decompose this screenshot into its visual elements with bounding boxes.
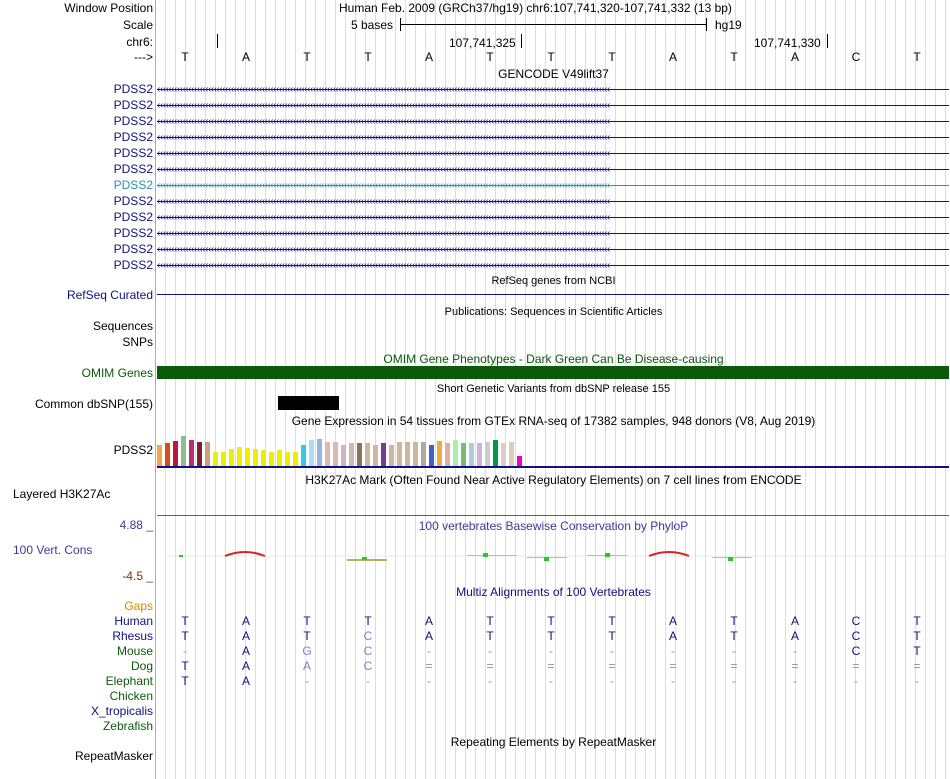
gencode-transcript-label[interactable]: PDSS2 [113, 226, 153, 240]
sequence-base: T [364, 50, 372, 64]
multiz-alignment-base: - [549, 644, 553, 658]
multiz-alignment-base: = [547, 659, 555, 673]
gtex-tissue-bar[interactable] [317, 439, 322, 466]
gencode-transcript-label[interactable]: PDSS2 [113, 114, 153, 128]
window-position-label: Window Position [64, 1, 153, 15]
gencode-transcript-line[interactable]: ‹‹‹‹‹‹‹‹‹‹‹‹‹‹‹‹‹‹‹‹‹‹‹‹‹‹‹‹‹‹‹‹‹‹‹‹‹‹‹‹‹‹‹‹‹‹‹‹‹‹‹‹‹‹‹‹‹‹‹‹‹‹‹‹‹‹‹‹‹‹‹‹‹‹‹‹‹‹‹‹‹‹‹‹‹‹‹‹‹‹‹‹‹‹‹‹‹‹‹‹‹‹‹‹‹‹‹‹‹‹‹‹‹‹‹‹‹‹‹‹‹‹‹‹‹‹‹‹‹‹‹‹‹‹‹‹‹‹‹‹‹‹‹‹‹‹‹‹‹‹‹‹‹‹‹‹‹‹‹‹ [157, 244, 949, 255]
gtex-tissue-bar[interactable] [333, 442, 338, 466]
multiz-alignment-base: - [671, 674, 675, 688]
chrom-label: chr6: [126, 35, 153, 49]
multiz-alignment-base: A [241, 659, 250, 673]
gencode-transcript-line[interactable]: ‹‹‹‹‹‹‹‹‹‹‹‹‹‹‹‹‹‹‹‹‹‹‹‹‹‹‹‹‹‹‹‹‹‹‹‹‹‹‹‹‹‹‹‹‹‹‹‹‹‹‹‹‹‹‹‹‹‹‹‹‹‹‹‹‹‹‹‹‹‹‹‹‹‹‹‹‹‹‹‹‹‹‹‹‹‹‹‹‹‹‹‹‹‹‹‹‹‹‹‹‹‹‹‹‹‹‹‹‹‹‹‹‹‹‹‹‹‹‹‹‹‹‹‹‹‹‹‹‹‹‹‹‹‹‹‹‹‹‹‹‹‹‹‹‹‹‹‹‹‹‹‹‹‹‹‹‹‹‹‹ [157, 180, 949, 191]
gencode-transcript-label[interactable]: PDSS2 [113, 162, 153, 176]
multiz-alignment-base: T [913, 644, 921, 658]
multiz-alignment-base: - [366, 674, 370, 688]
multiz-species-label[interactable]: Dog [130, 659, 153, 673]
multiz-alignment-base: - [183, 644, 187, 658]
multiz-alignment-base: T [181, 659, 189, 673]
multiz-alignment-base: T [181, 674, 189, 688]
multiz-alignment-base: T [303, 629, 311, 643]
gtex-tissue-bar[interactable] [325, 442, 330, 466]
multiz-species-label[interactable]: Human [114, 614, 153, 628]
refseq-track-title: RefSeq genes from NCBI [491, 275, 616, 287]
gtex-tissue-bar[interactable] [493, 440, 498, 466]
multiz-alignment-base: T [913, 614, 921, 628]
gencode-transcript-line[interactable]: ‹‹‹‹‹‹‹‹‹‹‹‹‹‹‹‹‹‹‹‹‹‹‹‹‹‹‹‹‹‹‹‹‹‹‹‹‹‹‹‹‹‹‹‹‹‹‹‹‹‹‹‹‹‹‹‹‹‹‹‹‹‹‹‹‹‹‹‹‹‹‹‹‹‹‹‹‹‹‹‹‹‹‹‹‹‹‹‹‹‹‹‹‹‹‹‹‹‹‹‹‹‹‹‹‹‹‹‹‹‹‹‹‹‹‹‹‹‹‹‹‹‹‹‹‹‹‹‹‹‹‹‹‹‹‹‹‹‹‹‹‹‹‹‹‹‹‹‹‹‹‹‹‹‹‹‹‹‹‹‹ [157, 132, 949, 143]
sequence-base: T [913, 50, 921, 64]
multiz-alignment-base: A [790, 629, 799, 643]
multiz-alignment-base: T [547, 629, 555, 643]
gencode-transcript-label[interactable]: PDSS2 [113, 146, 153, 160]
gencode-transcript-label[interactable]: PDSS2 [113, 194, 153, 208]
sequence-base: T [547, 50, 555, 64]
gtex-track-label[interactable]: PDSS2 [113, 443, 153, 457]
multiz-alignment-base: A [241, 674, 250, 688]
publications-snps-label[interactable]: SNPs [122, 335, 153, 349]
multiz-species-label[interactable]: Chicken [109, 689, 153, 703]
gtex-tissue-bar[interactable] [213, 452, 218, 466]
scale-bar [400, 24, 706, 25]
multiz-alignment-base: C [851, 614, 861, 628]
multiz-alignment-base: - [610, 674, 614, 688]
gtex-tissue-bar[interactable] [309, 440, 314, 466]
phylop-score-4 [362, 557, 367, 560]
omim-gene-bar[interactable] [157, 366, 949, 379]
multiz-species-label[interactable]: Mouse [116, 644, 153, 658]
multiz-alignment-base: A [241, 614, 250, 628]
multiz-alignment-base: T [730, 629, 738, 643]
gtex-tissue-bar[interactable] [509, 442, 514, 466]
gtex-tissue-bar[interactable] [365, 443, 370, 466]
phylop-score-2 [225, 552, 265, 556]
dbsnp-track-title: Short Genetic Variants from dbSNP release 155 [436, 383, 671, 395]
multiz-alignment-base: T [181, 629, 189, 643]
gtex-tissue-bar[interactable] [501, 443, 506, 466]
repeatmasker-track-title: Repeating Elements by RepeatMasker [450, 735, 657, 749]
strand-label: ---> [134, 50, 153, 64]
sequence-base: T [181, 50, 189, 64]
gencode-transcript-label[interactable]: PDSS2 [113, 178, 153, 192]
phylop-score-1 [179, 555, 183, 557]
multiz-alignment-base: - [732, 644, 736, 658]
gtex-tissue-bar[interactable] [437, 441, 442, 466]
gencode-transcript-line[interactable]: ‹‹‹‹‹‹‹‹‹‹‹‹‹‹‹‹‹‹‹‹‹‹‹‹‹‹‹‹‹‹‹‹‹‹‹‹‹‹‹‹‹‹‹‹‹‹‹‹‹‹‹‹‹‹‹‹‹‹‹‹‹‹‹‹‹‹‹‹‹‹‹‹‹‹‹‹‹‹‹‹‹‹‹‹‹‹‹‹‹‹‹‹‹‹‹‹‹‹‹‹‹‹‹‹‹‹‹‹‹‹‹‹‹‹‹‹‹‹‹‹‹‹‹‹‹‹‹‹‹‹‹‹‹‹‹‹‹‹‹‹‹‹‹‹‹‹‹‹‹‹‹‹‹‹‹‹‹‹‹‹ [157, 164, 949, 175]
multiz-alignment-base: T [486, 614, 494, 628]
multiz-species-label[interactable]: Elephant [105, 674, 153, 688]
gtex-track-title: Gene Expression in 54 tissues from GTEx RNA-seq of 17382 samples, 948 donors (V8, Aug 2019) [291, 414, 816, 428]
gtex-tissue-bar[interactable] [189, 440, 194, 466]
gencode-transcript-line[interactable]: ‹‹‹‹‹‹‹‹‹‹‹‹‹‹‹‹‹‹‹‹‹‹‹‹‹‹‹‹‹‹‹‹‹‹‹‹‹‹‹‹‹‹‹‹‹‹‹‹‹‹‹‹‹‹‹‹‹‹‹‹‹‹‹‹‹‹‹‹‹‹‹‹‹‹‹‹‹‹‹‹‹‹‹‹‹‹‹‹‹‹‹‹‹‹‹‹‹‹‹‹‹‹‹‹‹‹‹‹‹‹‹‹‹‹‹‹‹‹‹‹‹‹‹‹‹‹‹‹‹‹‹‹‹‹‹‹‹‹‹‹‹‹‹‹‹‹‹‹‹‹‹‹‹‹‹‹‹‹‹‹ [157, 84, 949, 95]
gtex-tissue-bar[interactable] [229, 449, 234, 466]
multiz-alignment-base: A [302, 659, 311, 673]
gtex-tissue-bar[interactable] [301, 445, 306, 466]
multiz-alignment-base: A [668, 614, 677, 628]
omim-track-title: OMIM Gene Phenotypes - Dark Green Can Be Disease-causing [383, 352, 724, 366]
gtex-tissue-bar[interactable] [381, 443, 386, 466]
multiz-alignment-base: A [668, 629, 677, 643]
repeatmasker-track-label[interactable]: RepeatMasker [74, 749, 153, 763]
label-divider [155, 0, 156, 779]
gencode-transcript-label[interactable]: PDSS2 [113, 242, 153, 256]
gencode-transcript-label[interactable]: PDSS2 [113, 82, 153, 96]
multiz-alignment-base: C [851, 644, 861, 658]
multiz-alignment-base: = [608, 659, 616, 673]
sequence-base: T [486, 50, 494, 64]
gencode-transcript-line[interactable]: ‹‹‹‹‹‹‹‹‹‹‹‹‹‹‹‹‹‹‹‹‹‹‹‹‹‹‹‹‹‹‹‹‹‹‹‹‹‹‹‹‹‹‹‹‹‹‹‹‹‹‹‹‹‹‹‹‹‹‹‹‹‹‹‹‹‹‹‹‹‹‹‹‹‹‹‹‹‹‹‹‹‹‹‹‹‹‹‹‹‹‹‹‹‹‹‹‹‹‹‹‹‹‹‹‹‹‹‹‹‹‹‹‹‹‹‹‹‹‹‹‹‹‹‹‹‹‹‹‹‹‹‹‹‹‹‹‹‹‹‹‹‹‹‹‹‹‹‹‹‹‹‹‹‹‹‹‹‹‹‹ [157, 228, 949, 239]
multiz-species-label[interactable]: Zebrafish [102, 719, 153, 733]
multiz-alignment-base: - [488, 644, 492, 658]
gencode-transcript-label[interactable]: PDSS2 [113, 98, 153, 112]
refseq-gene-line[interactable] [157, 294, 949, 295]
sequence-base: A [668, 50, 677, 64]
gencode-transcript-label[interactable]: PDSS2 [113, 130, 153, 144]
multiz-alignment-base: = [852, 659, 860, 673]
h3k27ac-track-title: H3K27Ac Mark (Often Found Near Active Regulatory Elements) on 7 cell lines from ENCODE [305, 473, 802, 487]
multiz-alignment-base: C [363, 629, 373, 643]
sequence-base: T [303, 50, 311, 64]
multiz-alignment-base: = [425, 659, 433, 673]
gtex-tissue-bar[interactable] [477, 443, 482, 466]
gtex-tissue-bar[interactable] [421, 442, 426, 466]
multiz-species-label[interactable]: X_tropicalis [90, 704, 153, 718]
gtex-tissue-bar[interactable] [269, 452, 274, 466]
scale-label: Scale [122, 18, 153, 32]
multiz-alignment-base: T [486, 629, 494, 643]
gtex-tissue-bar[interactable] [357, 443, 362, 466]
gtex-tissue-bar[interactable] [453, 440, 458, 466]
gencode-transcript-line[interactable]: ‹‹‹‹‹‹‹‹‹‹‹‹‹‹‹‹‹‹‹‹‹‹‹‹‹‹‹‹‹‹‹‹‹‹‹‹‹‹‹‹‹‹‹‹‹‹‹‹‹‹‹‹‹‹‹‹‹‹‹‹‹‹‹‹‹‹‹‹‹‹‹‹‹‹‹‹‹‹‹‹‹‹‹‹‹‹‹‹‹‹‹‹‹‹‹‹‹‹‹‹‹‹‹‹‹‹‹‹‹‹‹‹‹‹‹‹‹‹‹‹‹‹‹‹‹‹‹‹‹‹‹‹‹‹‹‹‹‹‹‹‹‹‹‹‹‹‹‹‹‹‹‹‹‹‹‹‹‹‹‹ [157, 148, 949, 159]
multiz-alignment-base: T [730, 614, 738, 628]
refseq-track-label[interactable]: RefSeq Curated [66, 288, 153, 302]
gtex-baseline [157, 466, 949, 468]
gtex-tissue-bar[interactable] [349, 443, 354, 466]
gtex-tissue-bar[interactable] [405, 442, 410, 466]
gtex-tissue-bar[interactable] [445, 443, 450, 466]
multiz-alignment-base: - [610, 644, 614, 658]
coordinate-1: 107,741,325 [449, 36, 516, 50]
multiz-alignment-base: A [241, 644, 250, 658]
gtex-tissue-bar[interactable] [461, 443, 466, 466]
sequence-base: A [241, 50, 250, 64]
gtex-tissue-bar[interactable] [485, 442, 490, 466]
multiz-alignment-base: = [913, 659, 921, 673]
phylop-score-6 [483, 553, 488, 557]
phylop-max-label: 4.88 _ [119, 518, 153, 532]
multiz-alignment-base: A [241, 629, 250, 643]
multiz-alignment-base: T [547, 614, 555, 628]
gtex-tissue-bar[interactable] [253, 449, 258, 466]
multiz-alignment-base: T [608, 629, 616, 643]
window-position-value: Human Feb. 2009 (GRCh37/hg19) chr6:107,741,320-107,741,332 (13 bp) [339, 1, 732, 15]
gencode-transcript-line[interactable]: ‹‹‹‹‹‹‹‹‹‹‹‹‹‹‹‹‹‹‹‹‹‹‹‹‹‹‹‹‹‹‹‹‹‹‹‹‹‹‹‹‹‹‹‹‹‹‹‹‹‹‹‹‹‹‹‹‹‹‹‹‹‹‹‹‹‹‹‹‹‹‹‹‹‹‹‹‹‹‹‹‹‹‹‹‹‹‹‹‹‹‹‹‹‹‹‹‹‹‹‹‹‹‹‹‹‹‹‹‹‹‹‹‹‹‹‹‹‹‹‹‹‹‹‹‹‹‹‹‹‹‹‹‹‹‹‹‹‹‹‹‹‹‹‹‹‹‹‹‹‹‹‹‹‹‹‹‹‹‹‹ [157, 260, 949, 271]
gencode-transcript-line[interactable]: ‹‹‹‹‹‹‹‹‹‹‹‹‹‹‹‹‹‹‹‹‹‹‹‹‹‹‹‹‹‹‹‹‹‹‹‹‹‹‹‹‹‹‹‹‹‹‹‹‹‹‹‹‹‹‹‹‹‹‹‹‹‹‹‹‹‹‹‹‹‹‹‹‹‹‹‹‹‹‹‹‹‹‹‹‹‹‹‹‹‹‹‹‹‹‹‹‹‹‹‹‹‹‹‹‹‹‹‹‹‹‹‹‹‹‹‹‹‹‹‹‹‹‹‹‹‹‹‹‹‹‹‹‹‹‹‹‹‹‹‹‹‹‹‹‹‹‹‹‹‹‹‹‹‹‹‹‹‹‹‹ [157, 100, 949, 111]
multiz-track-title: Multiz Alignments of 100 Vertebrates [456, 585, 651, 599]
gencode-transcript-line[interactable]: ‹‹‹‹‹‹‹‹‹‹‹‹‹‹‹‹‹‹‹‹‹‹‹‹‹‹‹‹‹‹‹‹‹‹‹‹‹‹‹‹‹‹‹‹‹‹‹‹‹‹‹‹‹‹‹‹‹‹‹‹‹‹‹‹‹‹‹‹‹‹‹‹‹‹‹‹‹‹‹‹‹‹‹‹‹‹‹‹‹‹‹‹‹‹‹‹‹‹‹‹‹‹‹‹‹‹‹‹‹‹‹‹‹‹‹‹‹‹‹‹‹‹‹‹‹‹‹‹‹‹‹‹‹‹‹‹‹‹‹‹‹‹‹‹‹‹‹‹‹‹‹‹‹‹‹‹‹‹‹‹ [157, 116, 949, 127]
multiz-alignment-base: T [364, 614, 372, 628]
multiz-alignment-base: C [363, 644, 373, 658]
gencode-track-title: GENCODE V49lift37 [498, 67, 609, 81]
multiz-alignment-base: - [427, 674, 431, 688]
sequence-base: T [730, 50, 738, 64]
h3k27ac-baseline [157, 515, 949, 516]
gtex-tissue-bar[interactable] [293, 452, 298, 466]
multiz-species-label[interactable]: Rhesus [112, 629, 153, 643]
multiz-alignment-base: = [730, 659, 738, 673]
sequence-base: A [424, 50, 433, 64]
phylop-track-label[interactable]: 100 Vert. Cons [13, 543, 93, 557]
multiz-alignment-base: G [302, 644, 312, 658]
gtex-tissue-bar[interactable] [221, 452, 226, 466]
gtex-tissue-bar[interactable] [277, 450, 282, 466]
gtex-tissue-bar[interactable] [165, 443, 170, 466]
multiz-alignment-base: C [363, 659, 373, 673]
gencode-transcript-line[interactable]: ‹‹‹‹‹‹‹‹‹‹‹‹‹‹‹‹‹‹‹‹‹‹‹‹‹‹‹‹‹‹‹‹‹‹‹‹‹‹‹‹‹‹‹‹‹‹‹‹‹‹‹‹‹‹‹‹‹‹‹‹‹‹‹‹‹‹‹‹‹‹‹‹‹‹‹‹‹‹‹‹‹‹‹‹‹‹‹‹‹‹‹‹‹‹‹‹‹‹‹‹‹‹‹‹‹‹‹‹‹‹‹‹‹‹‹‹‹‹‹‹‹‹‹‹‹‹‹‹‹‹‹‹‹‹‹‹‹‹‹‹‹‹‹‹‹‹‹‹‹‹‹‹‹‹‹‹‹‹‹‹ [157, 196, 949, 207]
sequence-base: C [851, 50, 861, 64]
gtex-tissue-bar[interactable] [157, 445, 162, 466]
gencode-transcript-label[interactable]: PDSS2 [113, 258, 153, 272]
coordinate-2: 107,741,330 [754, 36, 821, 50]
multiz-alignment-base: = [791, 659, 799, 673]
h3k27ac-track-label[interactable]: Layered H3K27Ac [13, 487, 111, 501]
multiz-alignment-base: T [608, 614, 616, 628]
gtex-tissue-bar[interactable] [373, 445, 378, 466]
publications-sequences-label[interactable]: Sequences [92, 319, 153, 333]
gtex-tissue-bar[interactable] [197, 442, 202, 466]
gtex-tissue-bar[interactable] [205, 442, 210, 466]
dbsnp-track-label[interactable]: Common dbSNP(155) [34, 397, 153, 411]
gtex-tissue-bar[interactable] [429, 445, 434, 466]
multiz-alignment-base: - [427, 644, 431, 658]
dbsnp-variant[interactable] [278, 396, 339, 410]
multiz-alignment-base: - [793, 674, 797, 688]
gtex-tissue-bar[interactable] [245, 448, 250, 466]
phylop-min-label: -4.5 _ [122, 569, 153, 583]
gencode-transcript-label[interactable]: PDSS2 [113, 210, 153, 224]
gtex-tissue-bar[interactable] [285, 452, 290, 466]
gtex-tissue-bar[interactable] [389, 445, 394, 466]
sequence-base: A [790, 50, 799, 64]
scale-size: 5 bases [351, 18, 394, 32]
phylop-score-8 [544, 557, 549, 561]
multiz-alignment-base: - [793, 644, 797, 658]
multiz-alignment-base: C [851, 629, 861, 643]
multiz-alignment-base: = [669, 659, 677, 673]
multiz-alignment-base: T [181, 614, 189, 628]
publications-track-title: Publications: Sequences in Scientific Articles [444, 306, 663, 318]
phylop-score-13 [728, 557, 733, 561]
sequence-base: T [608, 50, 616, 64]
gtex-expression-chart[interactable] [157, 428, 537, 466]
gtex-tissue-bar[interactable] [397, 442, 402, 466]
multiz-alignment-base: = [486, 659, 494, 673]
phylop-conservation-plot[interactable] [157, 540, 949, 570]
multiz-alignment-base: - [671, 644, 675, 658]
gtex-tissue-bar[interactable] [413, 442, 418, 466]
multiz-alignment-base: - [915, 674, 919, 688]
multiz-alignment-base: - [305, 674, 309, 688]
gtex-tissue-bar[interactable] [181, 436, 186, 466]
multiz-alignment-base: A [790, 614, 799, 628]
multiz-alignment-base: - [854, 674, 858, 688]
multiz-alignment-base: - [549, 674, 553, 688]
gtex-tissue-bar[interactable] [469, 443, 474, 466]
phylop-score-5 [467, 555, 517, 556]
gtex-tissue-bar[interactable] [173, 441, 178, 466]
multiz-gaps-label: Gaps [124, 599, 153, 613]
multiz-alignment-base: T [913, 629, 921, 643]
scale-assembly: hg19 [715, 18, 742, 32]
gtex-tissue-bar[interactable] [237, 447, 242, 466]
gtex-tissue-bar[interactable] [261, 450, 266, 466]
phylop-score-10 [605, 553, 610, 557]
phylop-score-11 [649, 552, 689, 556]
gtex-tissue-bar[interactable] [517, 456, 522, 466]
multiz-alignment-base: A [424, 629, 433, 643]
phylop-track-title: 100 vertebrates Basewise Conservation by PhyloP [418, 519, 689, 533]
multiz-alignment-base: - [488, 674, 492, 688]
gtex-tissue-bar[interactable] [341, 445, 346, 466]
multiz-alignment-base: A [424, 614, 433, 628]
multiz-alignment-base: - [732, 674, 736, 688]
omim-track-label[interactable]: OMIM Genes [81, 366, 153, 380]
multiz-alignment-base: T [303, 614, 311, 628]
gencode-transcript-line[interactable]: ‹‹‹‹‹‹‹‹‹‹‹‹‹‹‹‹‹‹‹‹‹‹‹‹‹‹‹‹‹‹‹‹‹‹‹‹‹‹‹‹‹‹‹‹‹‹‹‹‹‹‹‹‹‹‹‹‹‹‹‹‹‹‹‹‹‹‹‹‹‹‹‹‹‹‹‹‹‹‹‹‹‹‹‹‹‹‹‹‹‹‹‹‹‹‹‹‹‹‹‹‹‹‹‹‹‹‹‹‹‹‹‹‹‹‹‹‹‹‹‹‹‹‹‹‹‹‹‹‹‹‹‹‹‹‹‹‹‹‹‹‹‹‹‹‹‹‹‹‹‹‹‹‹‹‹‹‹‹‹‹ [157, 212, 949, 223]
